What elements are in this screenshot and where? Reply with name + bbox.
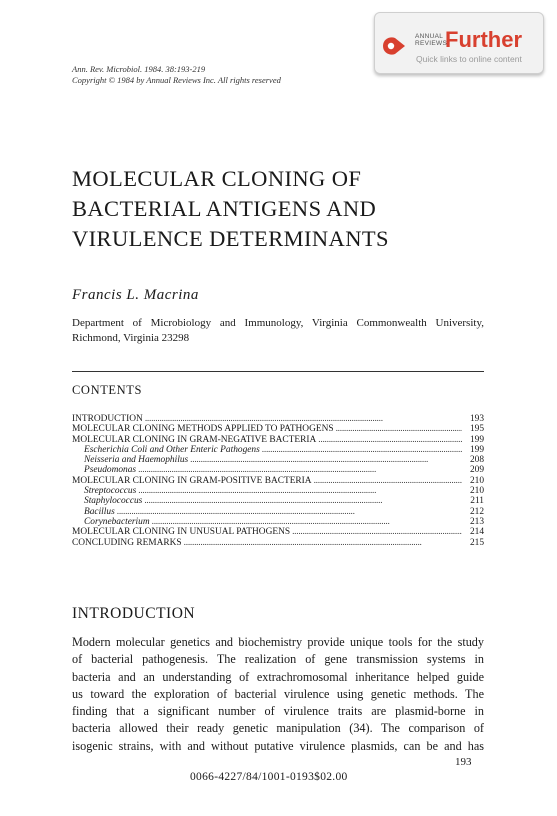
- toc-entry-page: 210: [469, 486, 484, 497]
- toc-entry-page: 199: [469, 434, 484, 445]
- body-paragraph: [72, 634, 484, 755]
- section-divider: [72, 371, 484, 372]
- toc-entry-page: 209: [469, 465, 484, 476]
- annual-reviews-logo-icon: [381, 35, 407, 57]
- toc-entry-title: Corynebacterium: [84, 516, 150, 527]
- body-line: us toward the exploration of bacterial virulence using genetic methods. The: [72, 686, 484, 701]
- citation-line-2: Copyright © 1984 by Annual Reviews Inc. All rights reserved: [72, 75, 281, 85]
- further-badge[interactable]: [374, 12, 544, 74]
- toc-entry-page: 211: [470, 496, 484, 507]
- toc-leader-dots: [136, 465, 462, 475]
- author-name: Francis L. Macrina: [72, 287, 199, 303]
- article-title: [72, 164, 389, 254]
- toc-leader-dots: [316, 435, 462, 445]
- body-line: finding that a significant number of virulence traits are plasmid-borne in: [72, 704, 484, 719]
- author-affiliation: Department of Microbiology and Immunology, Virginia Commonwealth University, Richmond, Virginia 23298: [72, 317, 484, 344]
- toc-entry-title: Neisseria and Haemophilus: [84, 455, 189, 466]
- toc-entry-title: Streptococcus: [84, 486, 137, 497]
- toc-entry-title: MOLECULAR CLONING IN GRAM-POSITIVE BACTERIA: [72, 475, 312, 486]
- toc-leader-dots: [143, 414, 462, 424]
- toc-entry-page: 212: [469, 506, 484, 517]
- toc-entry-page: 215: [469, 537, 484, 548]
- toc-entry[interactable]: [72, 496, 484, 506]
- introduction-heading: INTRODUCTION: [72, 605, 196, 622]
- toc-leader-dots: [150, 517, 462, 527]
- toc-entry[interactable]: [72, 435, 484, 445]
- toc-leader-dots: [115, 507, 462, 517]
- toc-entry[interactable]: [72, 455, 484, 465]
- toc-entry[interactable]: [72, 465, 484, 475]
- toc-entry-title: MOLECULAR CLONING IN UNUSUAL PATHOGENS: [72, 527, 291, 538]
- journal-citation: [72, 64, 281, 86]
- body-line: of bacterial pathogenesis. The realization of gene transmission systems in: [72, 652, 484, 667]
- toc-entry-title: Pseudomonas: [84, 465, 137, 476]
- contents-heading: CONTENTS: [72, 383, 143, 397]
- toc-entry-page: 210: [469, 475, 484, 486]
- toc-entry[interactable]: [72, 527, 484, 537]
- toc-entry-title: Staphylococcus: [84, 496, 143, 507]
- toc-entry-page: 208: [469, 455, 484, 466]
- table-of-contents: [72, 414, 484, 548]
- further-wordmark: Further: [445, 27, 522, 52]
- toc-entry-title: CONCLUDING REMARKS: [72, 537, 182, 548]
- toc-leader-dots: [136, 486, 462, 496]
- annual-reviews-label: ANNUAL REVIEWS: [415, 33, 448, 47]
- toc-leader-dots: [188, 455, 462, 465]
- toc-leader-dots: [290, 527, 462, 537]
- price-code: 0066-4227/84/1001-0193$02.00: [190, 771, 348, 783]
- quick-links-text: Quick links to online content: [416, 54, 522, 64]
- citation-line-1: Ann. Rev. Microbiol. 1984. 38:193-219: [72, 64, 206, 74]
- toc-entry[interactable]: [72, 414, 484, 424]
- toc-leader-dots: [182, 538, 462, 548]
- toc-entry[interactable]: [72, 445, 484, 455]
- toc-leader-dots: [260, 445, 462, 455]
- toc-entry[interactable]: [72, 476, 484, 486]
- toc-entry-page: 213: [469, 516, 484, 527]
- toc-entry-title: MOLECULAR CLONING METHODS APPLIED TO PATHOGENS: [72, 424, 334, 435]
- title-line-3: VIRULENCE DETERMINANTS: [72, 226, 389, 251]
- title-line-1: MOLECULAR CLONING OF: [72, 166, 362, 191]
- toc-entry-page: 199: [469, 444, 484, 455]
- toc-entry-page: 214: [469, 527, 484, 538]
- toc-entry-title: MOLECULAR CLONING IN GRAM-NEGATIVE BACTERIA: [72, 434, 317, 445]
- body-line: bacteria and an understanding of extrachromosomal inheritance helped guide: [72, 669, 484, 684]
- body-line: bacteria allowed their ready genetic manipulation (34). The comparison of: [72, 721, 484, 736]
- title-line-2: BACTERIAL ANTIGENS AND: [72, 196, 377, 221]
- toc-entry-page: 193: [469, 414, 484, 424]
- body-line: Modern molecular genetics and biochemistry provide unique tools for the study: [72, 635, 484, 649]
- toc-entry[interactable]: [72, 486, 484, 496]
- toc-entry[interactable]: [72, 538, 484, 548]
- toc-leader-dots: [142, 496, 462, 506]
- toc-leader-dots: [312, 476, 462, 486]
- toc-entry[interactable]: [72, 507, 484, 517]
- toc-entry[interactable]: [72, 517, 484, 527]
- toc-entry-title: Escherichia Coli and Other Enteric Pathogens: [84, 444, 260, 455]
- toc-entry[interactable]: [72, 424, 484, 434]
- toc-leader-dots: [334, 424, 462, 434]
- body-line: isogenic strains, with and without putative virulence plasmids, can be and has: [72, 738, 484, 753]
- toc-entry-page: 195: [469, 424, 484, 435]
- page-number: 193: [455, 756, 472, 768]
- toc-entry-title: Bacillus: [84, 506, 115, 517]
- toc-entry-title: INTRODUCTION: [72, 414, 143, 424]
